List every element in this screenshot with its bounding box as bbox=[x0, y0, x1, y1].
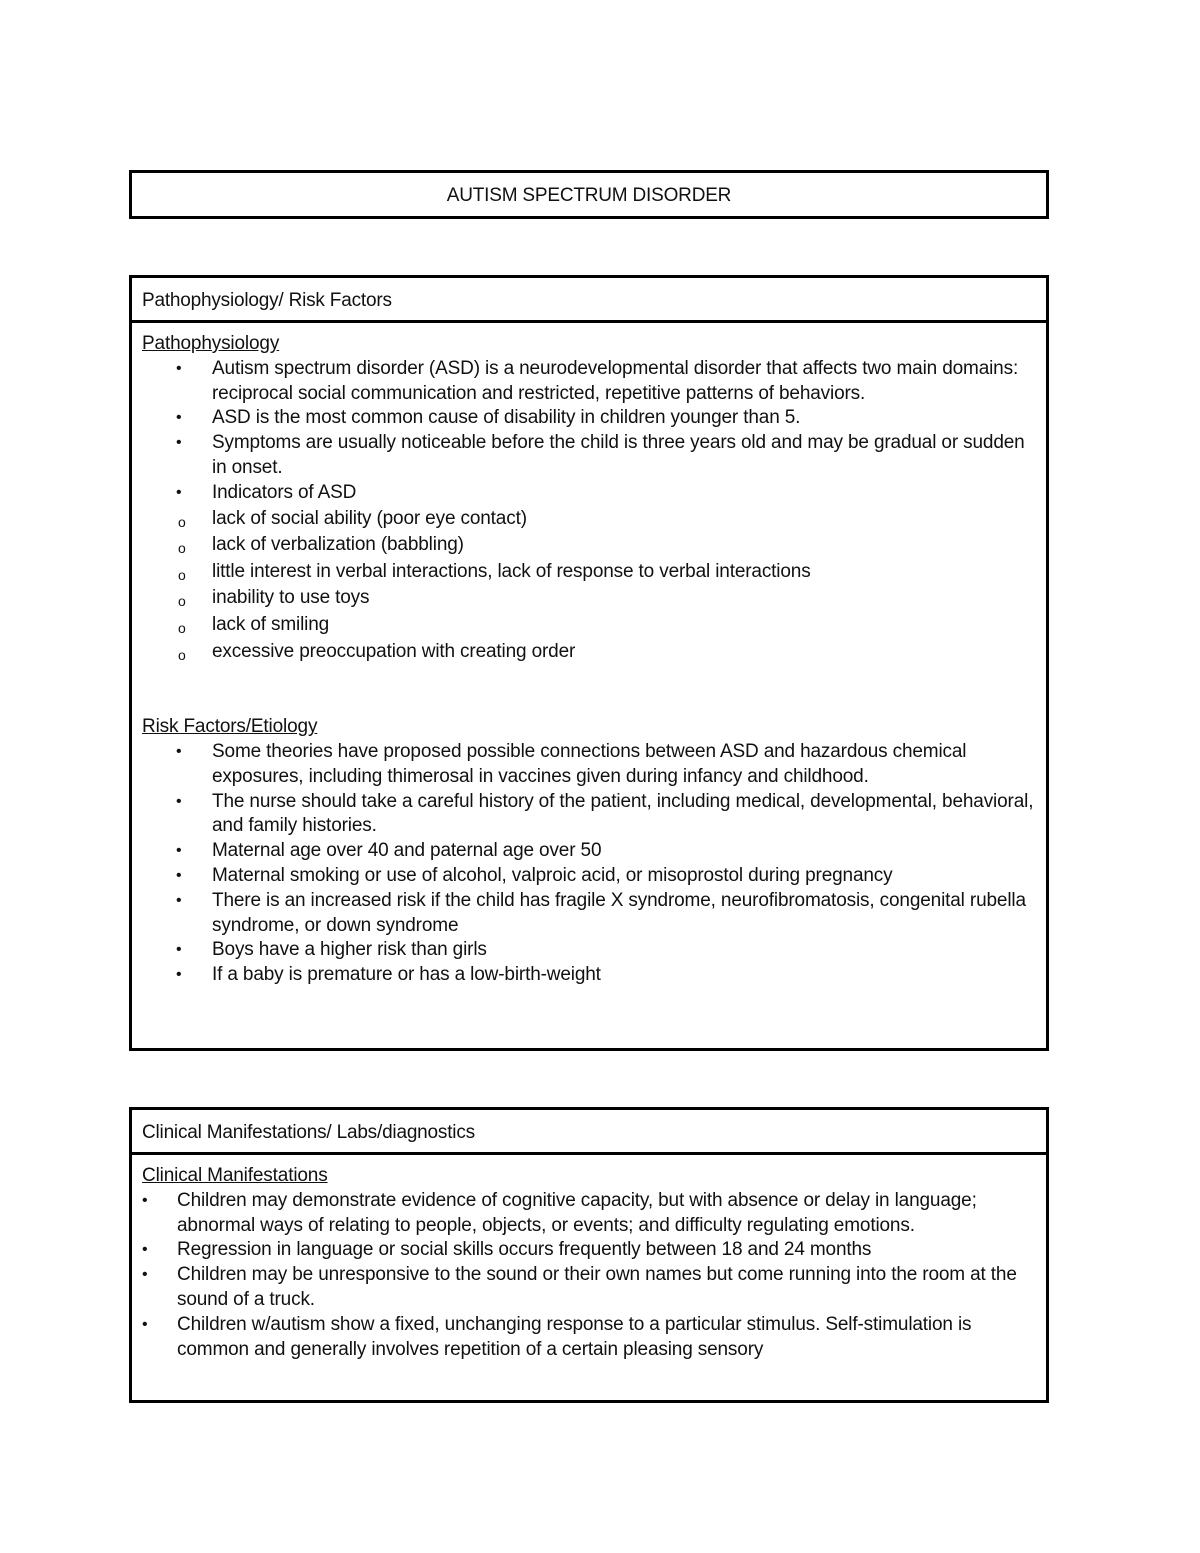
list-item-text: Symptoms are usually noticeable before the child is three years old and may be gradual or sudden in onset. bbox=[212, 432, 1025, 478]
circle-bullet-icon: o bbox=[178, 619, 186, 636]
list-item bbox=[142, 864, 1036, 889]
list-item bbox=[142, 357, 1036, 407]
section-body bbox=[132, 1155, 1046, 1362]
circle-bullet-icon: o bbox=[178, 540, 186, 557]
list-item-text: Boys have a higher risk than girls bbox=[212, 939, 487, 961]
list-item bbox=[142, 406, 1036, 431]
circle-bullet-icon: o bbox=[178, 513, 186, 530]
list-item bbox=[142, 790, 1036, 840]
list-item-text: Children may demonstrate evidence of cognitive capacity, but with absence or delay in language; abnormal ways of relating to people, objects, or events; and difficulty regulating emotions. bbox=[177, 1189, 977, 1236]
list-item bbox=[142, 1263, 1036, 1313]
spacer bbox=[142, 665, 1036, 715]
list-item bbox=[142, 938, 1036, 963]
list-item-text: Maternal smoking or use of alcohol, valproic acid, or misoprostol during pregnancy bbox=[212, 864, 893, 886]
bullet-icon: • bbox=[142, 1191, 148, 1209]
section-pathophysiology-risk-factors bbox=[129, 275, 1049, 1051]
list-item-text: Maternal age over 40 and paternal age over 50 bbox=[212, 840, 602, 862]
list-item bbox=[142, 1238, 1036, 1263]
section-header bbox=[132, 1110, 1046, 1155]
list-item-text: lack of verbalization (babbling) bbox=[212, 534, 464, 556]
list-item bbox=[142, 431, 1036, 481]
document-title: AUTISM SPECTRUM DISORDER bbox=[446, 185, 732, 206]
bullet-icon: • bbox=[176, 941, 182, 959]
section-clinical-manifestations bbox=[129, 1107, 1049, 1403]
list-item bbox=[142, 963, 1036, 988]
list-item bbox=[142, 481, 1036, 506]
list-item bbox=[142, 1313, 1036, 1363]
list-item-text: ASD is the most common cause of disability in children younger than 5. bbox=[212, 407, 801, 429]
circle-bullet-icon: o bbox=[178, 593, 186, 610]
bullet-icon: • bbox=[176, 359, 182, 377]
list-item bbox=[142, 506, 1036, 533]
clinical-manifestations-list bbox=[142, 1189, 1036, 1363]
subheading-pathophysiology: Pathophysiology bbox=[142, 333, 280, 354]
section-header-text: Clinical Manifestations/ Labs/diagnostics bbox=[142, 1122, 475, 1143]
list-item bbox=[142, 889, 1036, 939]
risk-factors-list bbox=[142, 740, 1036, 988]
list-item-text: lack of smiling bbox=[212, 613, 330, 635]
list-item-text: If a baby is premature or has a low-birth-weight bbox=[212, 964, 601, 986]
list-item-text: The nurse should take a careful history of the patient, including medical, developmental, behavioral, and family histories. bbox=[212, 790, 1034, 837]
bullet-icon: • bbox=[176, 842, 182, 860]
section-header-text: Pathophysiology/ Risk Factors bbox=[142, 290, 392, 311]
section-header bbox=[132, 278, 1046, 323]
bullet-icon: • bbox=[176, 792, 182, 810]
list-item bbox=[142, 639, 1036, 666]
list-item-text: Children w/autism show a fixed, unchanging response to a particular stimulus. Self-stimulation is common and generally involves repetition of a certain pleasing sensory bbox=[177, 1313, 972, 1360]
bullet-icon: • bbox=[176, 434, 182, 452]
subheading-clinical-manifestations: Clinical Manifestations bbox=[142, 1165, 328, 1186]
list-item bbox=[142, 559, 1036, 586]
bullet-icon: • bbox=[176, 409, 182, 427]
list-item-text: little interest in verbal interactions, lack of response to verbal interactions bbox=[212, 560, 811, 582]
bullet-icon: • bbox=[176, 483, 182, 501]
list-item-text: inability to use toys bbox=[212, 587, 370, 609]
circle-bullet-icon: o bbox=[178, 566, 186, 583]
list-item-text: excessive preoccupation with creating order bbox=[212, 640, 576, 662]
list-item bbox=[142, 612, 1036, 639]
list-item-text: There is an increased risk if the child has fragile X syndrome, neurofibromatosis, congenital rubella syndrome, or down syndrome bbox=[212, 889, 1026, 936]
list-item bbox=[142, 585, 1036, 612]
list-item-text: Indicators of ASD bbox=[212, 481, 357, 503]
list-item-text: Children may be unresponsive to the sound or their own names but come running into the room at the sound of a truck. bbox=[177, 1264, 1017, 1310]
list-item bbox=[142, 839, 1036, 864]
list-item bbox=[142, 532, 1036, 559]
bullet-icon: • bbox=[176, 742, 182, 760]
bullet-icon: • bbox=[176, 966, 182, 984]
list-item-text: Regression in language or social skills occurs frequently between 18 and 24 months bbox=[177, 1239, 872, 1261]
document-title-box bbox=[129, 170, 1049, 219]
list-item bbox=[142, 740, 1036, 790]
list-item bbox=[142, 1189, 1036, 1239]
circle-bullet-icon: o bbox=[178, 646, 186, 663]
bullet-icon: • bbox=[176, 866, 182, 884]
bullet-icon: • bbox=[142, 1315, 148, 1333]
subheading-risk-factors: Risk Factors/Etiology bbox=[142, 716, 318, 738]
bullet-icon: • bbox=[176, 891, 182, 909]
bullet-icon: • bbox=[142, 1241, 148, 1259]
bullet-icon: • bbox=[142, 1266, 148, 1284]
list-item-text: Some theories have proposed possible connections between ASD and hazardous chemical exposures, including thimerosal in vaccines given during infancy and childhood. bbox=[212, 740, 967, 787]
section-body bbox=[132, 323, 1046, 988]
list-item-text: Autism spectrum disorder (ASD) is a neurodevelopmental disorder that affects two main domains: reciprocal social communication and restricted, repetitive patterns of behaviors. bbox=[212, 357, 1019, 404]
list-item-text: lack of social ability (poor eye contact) bbox=[212, 507, 527, 529]
pathophysiology-list bbox=[142, 357, 1036, 665]
